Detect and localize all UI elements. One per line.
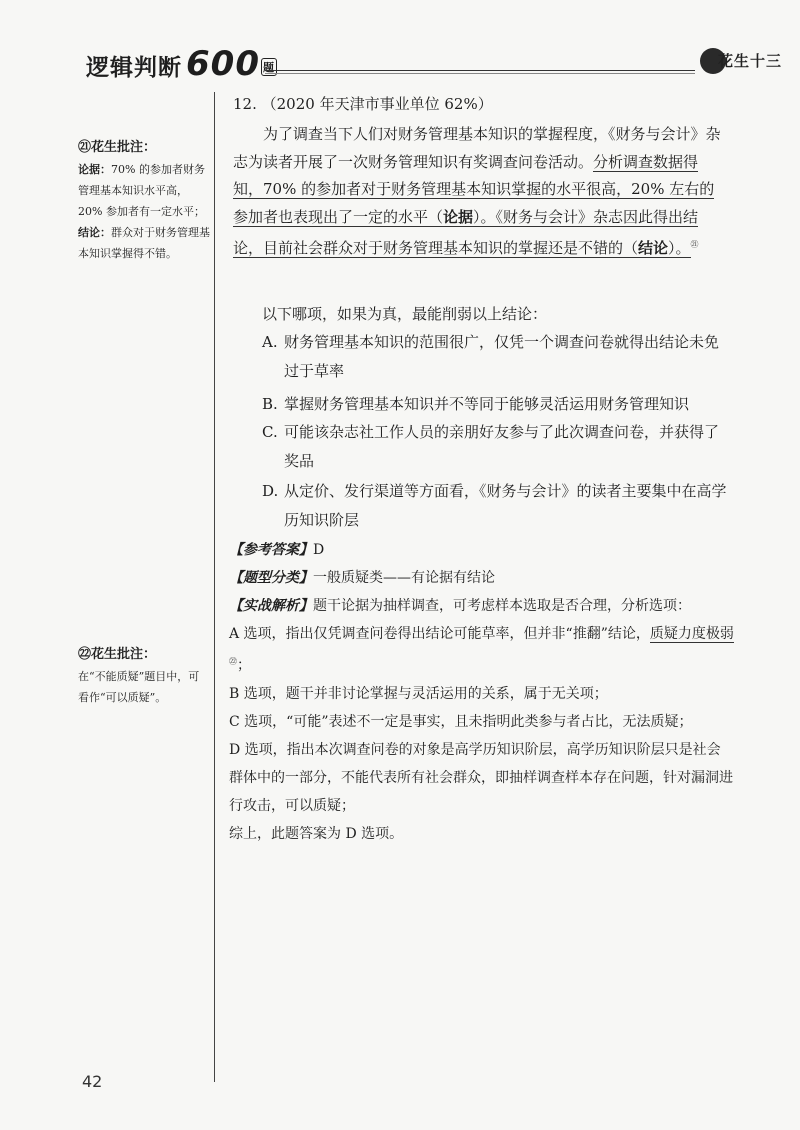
header-rule-thin	[265, 73, 695, 74]
option-a	[262, 328, 732, 386]
option-label: C.	[262, 423, 278, 441]
side-note-label: 结论：	[78, 226, 111, 239]
book-title	[86, 44, 277, 84]
answer-section	[229, 536, 734, 848]
book-title-suffix: 题	[261, 58, 277, 76]
option-label: A.	[262, 333, 278, 351]
option-c	[262, 418, 732, 476]
author-badge	[700, 48, 792, 74]
analysis-option-a: A 选项，指出仅凭调查问卷得出结论可能草率，但并非“推翻”结论，质疑力度极弱$^㉒$；	[229, 626, 734, 674]
side-note-21	[78, 137, 210, 264]
stem-evidence: 分析调查数据得知，70% 的参加者对于财务管理基本知识掌握的水平很高，20% 左右的参加者也表现出了一定的水平（论据）。	[233, 152, 715, 226]
analysis-option-d: D 选项，指出本次调查问卷的对象是高学历知识阶层，高学历知识阶层只是社会群体中的一部分，不能代表所有社会群众，即抽样调查样本存在问题，针对漏洞进行攻击，可以质疑；	[229, 741, 733, 814]
author-name: 花生十三	[718, 52, 783, 70]
question-type: 【题型分类】一般质疑类——有论据有结论	[229, 570, 495, 586]
side-note-label: 论据：	[78, 163, 111, 176]
header-rule	[265, 70, 695, 71]
side-note-conclusion	[78, 222, 210, 264]
question-header	[233, 93, 493, 114]
book-title-text: 逻辑判断	[86, 55, 182, 81]
question-stem	[233, 121, 728, 263]
stem-conclusion: 《财务与会计》杂志因此得出结论，目前社会群众对于财务管理基本知识的掌握还是不错的（结论）。	[233, 207, 699, 257]
side-note-text: 在“不能质疑”题目中，可看作“可以质疑”。	[78, 670, 200, 704]
footnote-ref-22: ㉒	[229, 657, 237, 666]
analysis-summary: 综上，此题答案为 D 选项。	[229, 825, 404, 842]
footnote-ref-21: ㉑	[690, 240, 699, 249]
analysis: 【实战解析】题干论据为抽样调查，可考虑样本选取是否合理，分析选项：	[229, 598, 691, 614]
analysis-option-c: C 选项，“可能”表述不一定是事实，且未指明此类参与者占比，无法质疑；	[229, 713, 693, 730]
option-text: 财务管理基本知识的范围很广，仅凭一个调查问卷就得出结论未免过于草率	[284, 333, 720, 380]
side-note-text: 70% 的参加者财务管理基本知识水平高，20% 参加者有一定水平；	[78, 163, 205, 218]
side-note-title: ㉒花生批注：	[78, 647, 157, 662]
option-text: 掌握财务管理基本知识并不等同于能够灵活运用财务管理知识	[284, 395, 690, 413]
side-note-title: ㉑花生批注：	[78, 140, 157, 155]
option-text: 从定价、发行渠道等方面看，《财务与会计》的读者主要集中在高学历知识阶层	[284, 482, 727, 529]
option-b	[262, 390, 732, 419]
stem-conclusion-tag: 结论	[638, 239, 669, 257]
reference-answer: 【参考答案】D	[229, 542, 325, 558]
stem-intro: 为了调查当下人们对财务管理基本知识的掌握程度，《财务与会计》杂志为读者开展了一次财务管理知识有奖调查问卷活动。	[233, 125, 721, 171]
side-note-evidence	[78, 159, 210, 222]
option-label: D.	[262, 482, 279, 500]
side-note-22	[78, 644, 210, 708]
page-number: 42	[82, 1072, 103, 1091]
option-label: B.	[262, 395, 278, 413]
question-source: （2020 年天津市事业单位 62%）	[261, 95, 493, 113]
side-note-text: 群众对于财务管理基本知识掌握得不错。	[78, 226, 210, 260]
stem-evidence-tag: 论据	[443, 207, 474, 226]
analysis-option-b: B 选项，题干并非讨论掌握与灵活运用的关系，属于无关项；	[229, 685, 608, 702]
page-header	[60, 42, 783, 84]
book-title-number: 600	[186, 44, 260, 84]
question-number: 12.	[233, 95, 257, 113]
margin-divider	[214, 92, 215, 1082]
option-text: 可能该杂志社工作人员的亲朋好友参与了此次调查问卷，并获得了奖品	[284, 423, 720, 470]
option-d	[262, 477, 732, 535]
question-prompt: 以下哪项，如果为真，最能削弱以上结论：	[262, 305, 548, 323]
